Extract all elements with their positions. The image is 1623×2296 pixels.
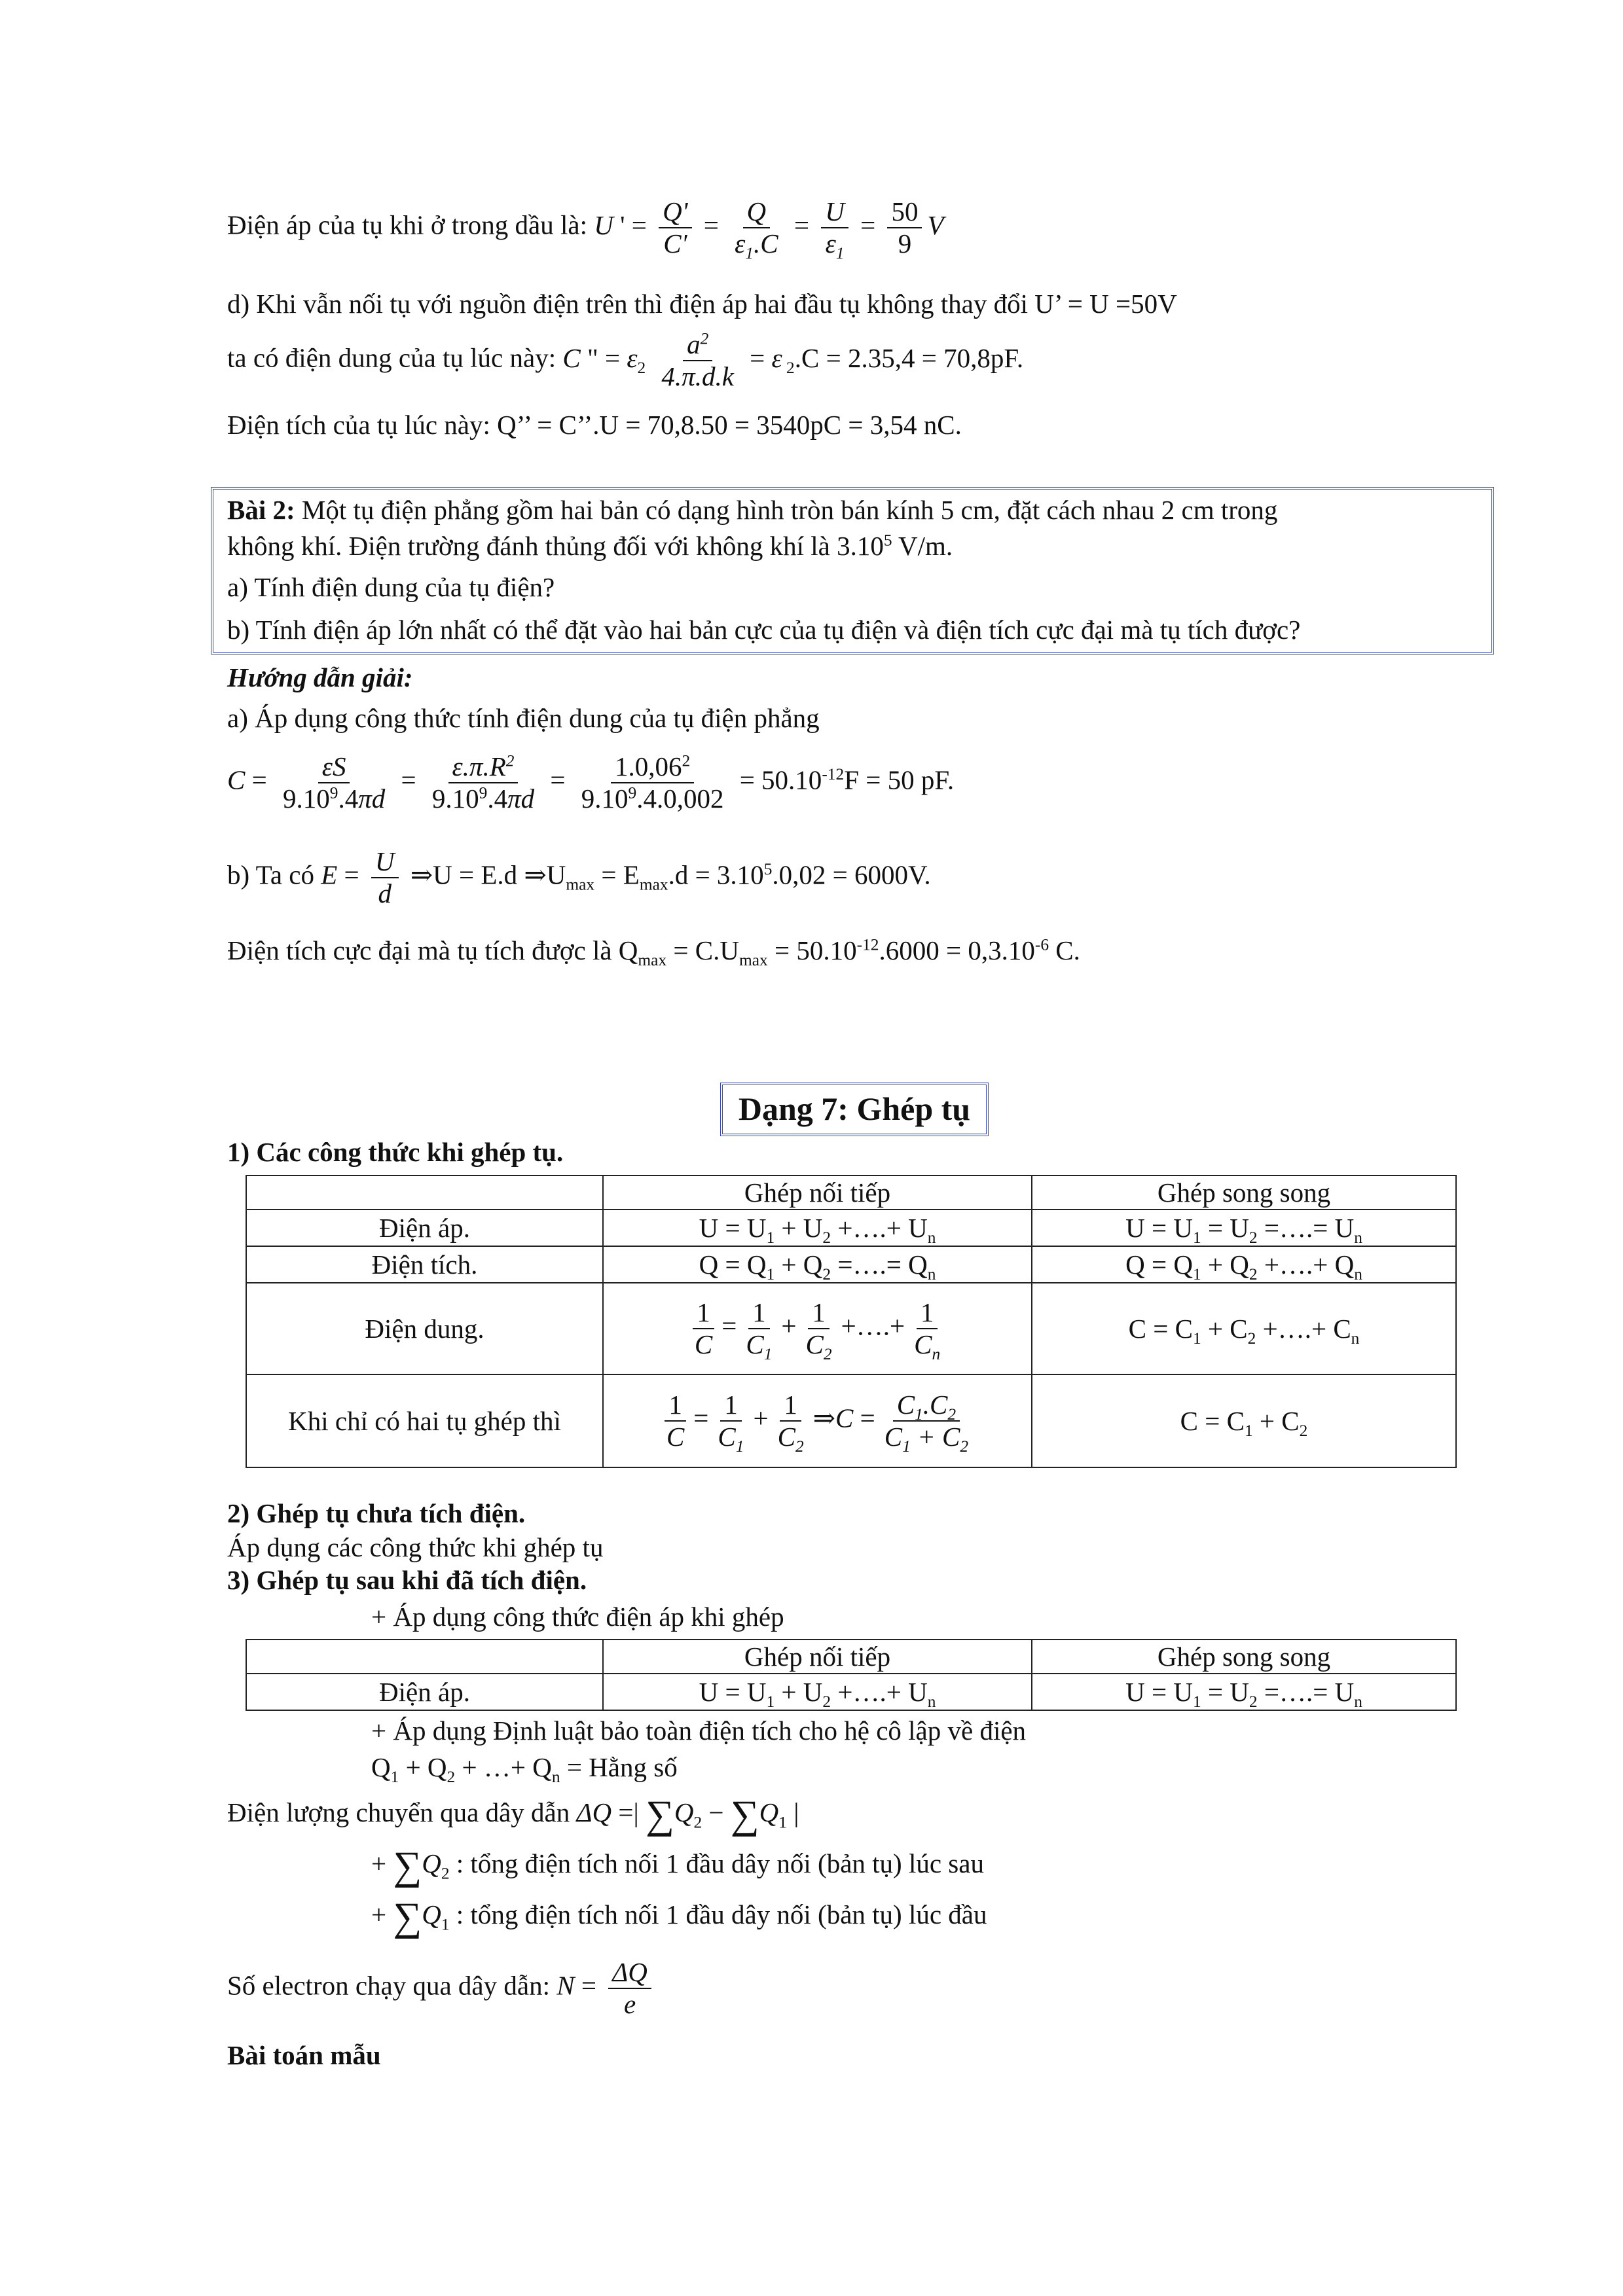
table-row-label-two-capacitors: Khi chỉ có hai tụ ghép thì [246, 1374, 603, 1467]
sum-q1-line: + $\sum Q_1$ : tổng điện tích nối 1 đầu dây nối (bản tụ) lúc đầu [371, 1895, 987, 1939]
exercise-2-title: Bài 2: [227, 495, 295, 525]
subsection-3-text-a: + Áp dụng công thức điện áp khi ghép [371, 1602, 784, 1632]
table-row-voltage [246, 1210, 1456, 1246]
voltage-table-header-empty [246, 1640, 603, 1674]
table-row-label-capacitance: Điện dung. [246, 1283, 603, 1374]
solution-charge-sup1: -12 [856, 935, 879, 954]
exercise-2-line-1 [227, 495, 1478, 525]
table-header-empty [246, 1175, 603, 1210]
solution-b-emax-sub: max [639, 875, 668, 894]
table-row-two-capacitors [246, 1374, 1456, 1467]
voltage-table-row [246, 1674, 1456, 1710]
exercise-2-text-1: Một tụ điện phẳng gồm hai bản có dạng hình tròn bán kính 5 cm, đặt cách nhau 2 cm trong [295, 495, 1278, 525]
charge-flow-line: Điện lượng chuyển qua dây dẫn ΔQ =| $\sum Q_2 - \sum Q_1$ | [227, 1793, 799, 1837]
oil-voltage-text: Điện áp của tụ khi ở trong dầu là: [227, 209, 587, 240]
electron-count-line: Số electron chạy qua dây dẫn: N = $\frac{\Delta Q}{e}$ [227, 1957, 657, 2020]
solution-charge-calc2: .6000 = 0,3.10 [879, 935, 1035, 965]
exercise-2-text-2-end: V/m. [892, 531, 953, 561]
table-header-parallel: Ghép song song [1032, 1175, 1456, 1210]
subsection-3-text-b: + Áp dụng Định luật bảo toàn điện tích cho hệ cô lập về điện [371, 1715, 1027, 1746]
oil-voltage-formula: U ' = $\frac{Q'}{C'}$ = $\frac{Q}{\varepsilon_1.C}$ = $\frac{U}{\varepsilon_1}$ = $\frac{50}{9}$ V [594, 196, 944, 263]
solution-a-sup: -12 [822, 764, 845, 783]
solution-charge-line [227, 935, 1080, 970]
formula-table [246, 1175, 1457, 1468]
sample-problem-heading: Bài toán mẫu [227, 2040, 381, 2070]
solution-a-result: = 50.10 [739, 764, 822, 795]
solution-a-formula: C = $\frac{\varepsilon S}{9.10^9.4\pi d}$ = $\frac{\varepsilon.\pi.R^2}{9.10^9.4\pi d}$ = $\frac{1.0,06^2}{9.10^9.4.0,002}$ = $50.10^{-12}F = 50$ pF. [227, 751, 955, 814]
series-capacitance-formula: $\frac{1}{C}$ = $\frac{1}{C_1}$ + $\frac{1}{C_2}$ +….+ $\frac{1}{C_n}$ [603, 1283, 1032, 1374]
exercise-2-sup: 5 [883, 531, 892, 550]
text-line-capacitance [227, 329, 1023, 392]
table-row-label-voltage: Điện áp. [246, 1210, 603, 1246]
section-title: Dạng 7: Ghép tụ [738, 1090, 971, 1127]
solution-charge-sup2: -6 [1034, 935, 1049, 954]
series-charge-formula: $Q = Q_1 + Q_2$ =….= $Q_n$ [603, 1246, 1032, 1283]
solution-a-unit: F = 50 pF. [844, 764, 955, 795]
electron-count-text: Số electron chạy qua dây dẫn: [227, 1970, 550, 2001]
sum-q2-line: + $\sum Q_2$ : tổng điện tích nối 1 đầu dây nối (bản tụ) lúc sau [371, 1844, 984, 1888]
text-line-charge: Điện tích của tụ lúc này: Q’’ = C’’.U = 70,8.50 = 3540pC = 3,54 nC. [227, 410, 962, 440]
section-title-box [720, 1083, 989, 1136]
parallel-voltage-formula: $U = U_1 = U_2$ =….= $U_n$ [1032, 1210, 1456, 1246]
solution-q-sub: max [638, 951, 667, 970]
solution-a-text: a) Áp dụng công thức tính điện dung của tụ điện phẳng [227, 703, 820, 733]
solution-charge-text: Điện tích cực đại mà tụ tích được là Q [227, 935, 638, 965]
subsection-2-heading: 2) Ghép tụ chưa tích điện. [227, 1498, 526, 1528]
parallel-two-capacitors-formula: $C = C_1 + C_2$ [1032, 1374, 1456, 1467]
capacitance-formula: C " = $\varepsilon_2$ $\frac{a^2}{4.\pi.d.k}$ = ε $_2$.C = 2.35,4 = 70,8pF. [562, 329, 1024, 392]
series-voltage-formula: $U = U_1 + U_2$ +….+ $U_n$ [603, 1210, 1032, 1246]
conservation-formula-end: = Hằng số [560, 1752, 678, 1782]
parallel-capacitance-formula: $C = C_1 + C_2$ +….+ $C_n$ [1032, 1283, 1456, 1374]
subsection-2-text: Áp dụng các công thức khi ghép tụ [227, 1532, 604, 1562]
voltage-table-header-parallel: Ghép song song [1032, 1640, 1456, 1674]
solution-charge-cu: = C.U [666, 935, 739, 965]
solution-heading: Hướng dẫn giải: [227, 662, 413, 692]
solution-u-sub: max [739, 951, 768, 970]
text-line-oil-voltage [227, 196, 944, 263]
solution-charge-calc: = 50.10 [767, 935, 857, 965]
solution-b-e: = E [594, 859, 640, 890]
voltage-table-parallel-formula: $U = U_1 = U_2$ =….= $U_n$ [1032, 1674, 1456, 1710]
voltage-table-header-row [246, 1640, 1456, 1674]
capacitance-text: ta có điện dung của tụ lúc này: [227, 342, 556, 373]
voltage-table-label: Điện áp. [246, 1674, 603, 1710]
solution-charge-unit: C. [1049, 935, 1080, 965]
sum-q1-text: : tổng điện tích nối 1 đầu dây nối (bản tụ) lúc đầu [456, 1899, 987, 1930]
solution-b-ud: U = E.d [433, 859, 518, 890]
charge-flow-text: Điện lượng chuyển qua dây dẫn [227, 1797, 570, 1828]
voltage-table-header-series: Ghép nối tiếp [603, 1640, 1032, 1674]
solution-b-line: b) Ta có E = $\frac{U}{d}$ ⇒U = E.d $\Rightarrow U_{max} = E_{max}.d = 3.10^5.0,02 = 6000V$. [227, 846, 931, 909]
parallel-charge-formula: $Q = Q_1 + Q_2$ +….+ $Q_n$ [1032, 1246, 1456, 1283]
table-header-series: Ghép nối tiếp [603, 1175, 1032, 1210]
charge-flow-formula: ΔQ [576, 1797, 612, 1828]
exercise-2-text-2: không khí. Điện trường đánh thủng đối với không khí là 3.10 [227, 531, 884, 561]
table-header-row [246, 1175, 1456, 1210]
table-row-charge [246, 1246, 1456, 1283]
text-line-constant-voltage: d) Khi vẫn nối tụ với nguồn điện trên thì điện áp hai đầu tụ không thay đổi U’ = U =50V [227, 289, 1177, 319]
exercise-2-question-a: a) Tính điện dung của tụ điện? [227, 572, 555, 602]
sum-q2-text: : tổng điện tích nối 1 đầu dây nối (bản tụ) lúc sau [456, 1848, 984, 1879]
subsection-1-heading: 1) Các công thức khi ghép tụ. [227, 1137, 564, 1167]
solution-b-sup: 5 [763, 859, 773, 878]
capacitance-result: .C = 2.35,4 = 70,8pF. [794, 342, 1024, 373]
series-two-capacitors-formula: $\frac{1}{C}$ = $\frac{1}{C_1}$ + $\frac{1}{C_2}$ ⇒C = $\frac{C_1.C_2}{C_1 + C_2}$ [603, 1374, 1032, 1467]
solution-b-result: .0,02 = 6000V. [772, 859, 931, 890]
solution-b-calc: .d = 3.10 [668, 859, 764, 890]
subsection-3-heading: 3) Ghép tụ sau khi đã tích điện. [227, 1565, 587, 1595]
voltage-table-series-formula: $U = U_1 + U_2$ +….+ $U_n$ [603, 1674, 1032, 1710]
voltage-table [246, 1639, 1457, 1711]
conservation-formula: $Q_1 + Q_2$ + …+ $Q_n$ = Hằng số [371, 1752, 678, 1787]
exercise-2-question-b: b) Tính điện áp lớn nhất có thể đặt vào hai bản cực của tụ điện và điện tích cực đại mà tụ tích được? [227, 615, 1301, 645]
solution-b-umax-sub: max [566, 875, 595, 894]
table-row-label-charge: Điện tích. [246, 1246, 603, 1283]
solution-b-u: U [546, 859, 566, 890]
solution-b-prefix: b) Ta có [227, 859, 314, 890]
table-row-capacitance [246, 1283, 1456, 1374]
exercise-2-line-2 [227, 531, 953, 561]
